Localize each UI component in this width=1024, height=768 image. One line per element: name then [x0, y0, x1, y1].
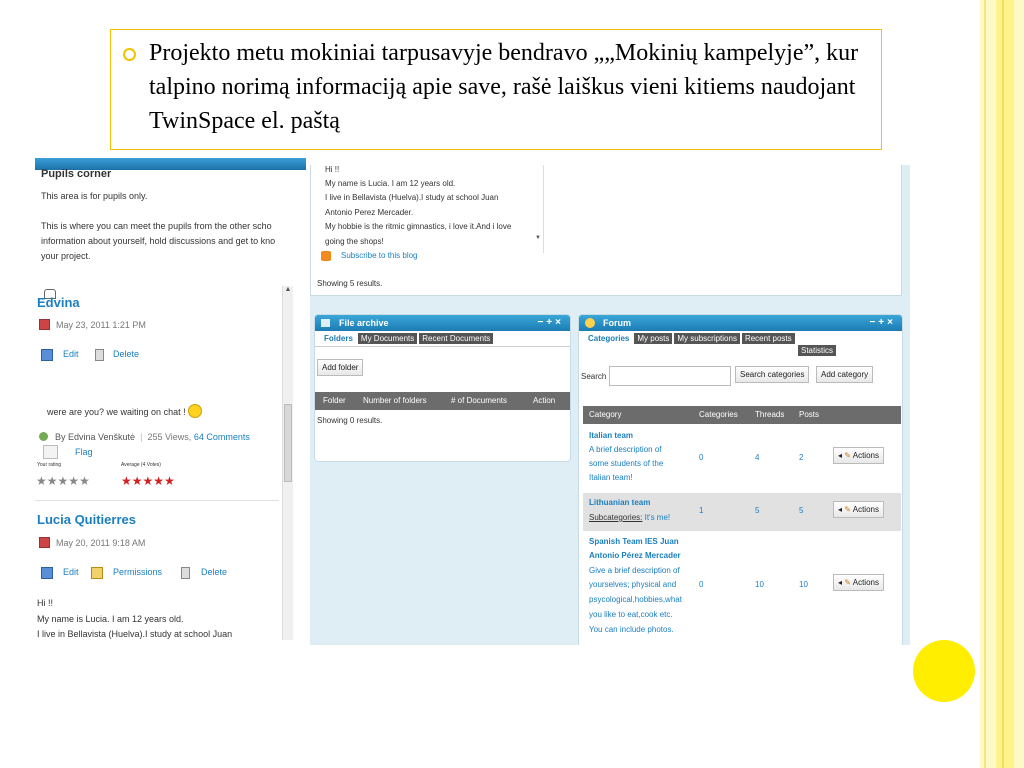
edit-icon: [41, 349, 53, 361]
categories-count: 0: [699, 580, 704, 589]
subcategories-line: [589, 513, 670, 522]
rss-icon: [321, 251, 331, 261]
table-row: [583, 493, 901, 531]
col-action[interactable]: Action: [533, 396, 556, 405]
tab-categories[interactable]: Categories: [585, 333, 632, 344]
forum-tabs: [579, 331, 902, 346]
blog-line4: Antonio Perez Mercader.: [325, 208, 414, 217]
category-name[interactable]: Lithuanian team: [589, 498, 651, 507]
col-category[interactable]: Category: [589, 410, 622, 419]
edit-icon: [41, 567, 53, 579]
calendar-icon: [39, 319, 50, 330]
pupils-desc4: your project.: [41, 251, 91, 261]
scroll-down-arrow-icon[interactable]: ▼: [535, 235, 541, 241]
post-divider: [35, 500, 279, 501]
calendar-icon: [39, 537, 50, 548]
table-row: [583, 533, 901, 645]
actions-label: Actions: [852, 505, 879, 514]
file-archive-title: File archive: [339, 318, 389, 328]
category-name[interactable]: Spanish Team IES Juan: [589, 537, 679, 546]
subcategories-label: Subcategories:: [589, 513, 643, 522]
permissions-icon: [91, 567, 103, 579]
subscribe-blog-link[interactable]: Subscribe to this blog: [341, 251, 418, 260]
subcategory-link[interactable]: It's me!: [644, 513, 671, 522]
post1-edit-link[interactable]: Edit: [63, 349, 79, 359]
category-desc: yourselves; physical and: [589, 580, 677, 589]
threads-count: 5: [755, 506, 760, 515]
col-threads[interactable]: Threads: [755, 410, 785, 419]
actions-button[interactable]: ◂ ✎ Actions: [833, 574, 884, 591]
right-stripe-line2: [1002, 0, 1004, 768]
post2-author[interactable]: Lucia Quitierres: [37, 512, 136, 527]
bullet-text: Projekto metu mokiniai tarpusavyje bendravo „„Mokinių kampelyje”, kur talpino norimą informaciją apie save, rašė laiškus vieni kitiems naudojant TwinSpace el. paštą: [149, 40, 859, 134]
forum-header: [579, 315, 902, 331]
post2-line2: My name is Lucia. I am 12 years old.: [37, 614, 184, 624]
blog-line3: I live in Bellavista (Huelva).I study at school Juan: [325, 193, 499, 202]
post2-permissions-link[interactable]: Permissions: [113, 567, 163, 577]
tab-my-documents[interactable]: My Documents: [358, 333, 417, 344]
actions-button[interactable]: ◂ ✎ Actions: [833, 447, 884, 464]
category-desc: you like to eat,cook etc.: [589, 610, 673, 619]
blog-line5: My hobbie is the ritmic gimnastics, i love it.And i love: [325, 222, 512, 231]
forum-grid-header: [583, 406, 901, 424]
pupils-corner-screenshot: [35, 158, 306, 640]
categories-count: 0: [699, 453, 704, 462]
star-icon: ★: [142, 474, 154, 488]
category-desc: psycological,hobbies,what: [589, 595, 682, 604]
star-icon[interactable]: ★: [57, 474, 69, 488]
add-category-button[interactable]: Add category: [816, 366, 873, 383]
search-categories-button[interactable]: Search categories: [735, 366, 809, 383]
col-categories[interactable]: Categories: [699, 410, 738, 419]
posts-count: 10: [799, 580, 808, 589]
threads-count: 10: [755, 580, 764, 589]
file-archive-tabs: [315, 331, 570, 346]
star-icon[interactable]: ★: [36, 474, 47, 488]
meta-divider: |: [137, 432, 145, 442]
post2-delete-link[interactable]: Delete: [201, 567, 228, 577]
tab-my-posts[interactable]: My posts: [634, 333, 672, 344]
folder-icon: [321, 319, 330, 327]
actions-label: Actions: [852, 578, 879, 587]
star-icon: ★: [164, 474, 175, 488]
wrench-icon: ✎: [842, 578, 851, 587]
wrench-icon: ✎: [842, 451, 851, 460]
wrench-icon: ✎: [842, 505, 851, 514]
category-desc: Give a brief description of: [589, 566, 680, 575]
blog-line1: Hi !!: [325, 165, 340, 174]
posts-count: 2: [799, 453, 804, 462]
panel-controls-icon[interactable]: −+×: [537, 317, 564, 328]
average-rating-stars: [121, 472, 175, 490]
forum-title: Forum: [603, 318, 631, 328]
post1-views: 255 Views,: [147, 432, 192, 442]
pupils-desc3: information about yourself, hold discussions and get to kno: [41, 236, 276, 246]
post1-message: were are you? we waiting on chat !: [47, 407, 186, 417]
tab-recent-posts[interactable]: Recent posts: [742, 333, 795, 344]
category-name[interactable]: Italian team: [589, 431, 634, 440]
file-archive-header: [315, 315, 570, 331]
category-desc: A brief description of: [589, 445, 662, 454]
blog-panel: [310, 165, 902, 296]
col-folder[interactable]: Folder: [323, 396, 346, 405]
dashboard-screenshot: [310, 165, 910, 645]
search-input[interactable]: [609, 366, 731, 386]
flag-icon: [43, 445, 58, 459]
post2-edit-link[interactable]: Edit: [63, 567, 79, 577]
delete-icon: [95, 349, 104, 361]
panel-controls-icon[interactable]: −+×: [869, 317, 896, 328]
average-rating-label: Average (4 Votes): [121, 462, 161, 468]
blog-showing: Showing 5 results.: [317, 279, 383, 288]
post2-date: May 20, 2011 9:18 AM: [56, 538, 146, 548]
delete-icon: [181, 567, 190, 579]
star-icon: ★: [121, 474, 132, 488]
right-stripe-inner: [996, 0, 1014, 768]
actions-label: Actions: [852, 451, 879, 460]
yellow-circle: [913, 640, 975, 702]
post1-meta: [55, 432, 250, 442]
add-folder-button[interactable]: Add folder: [317, 359, 363, 376]
post2-line3: I live in Bellavista (Huelva).I study at school Juan: [37, 629, 233, 639]
tab-recent-documents[interactable]: Recent Documents: [419, 333, 493, 344]
threads-count: 4: [755, 453, 760, 462]
posts-scrollbar[interactable]: [282, 286, 293, 640]
post1-flag-link[interactable]: Flag: [75, 447, 93, 457]
star-icon: ★: [131, 474, 143, 488]
pupils-title: Pupils corner: [41, 168, 112, 180]
smiley-icon: [188, 404, 202, 418]
your-rating-label: Your rating: [37, 462, 61, 468]
post1-author[interactable]: Edvina: [37, 295, 80, 310]
pupils-desc1: This area is for pupils only.: [41, 191, 148, 201]
post1-comments-link[interactable]: 64 Comments: [193, 432, 250, 442]
post1-delete-link[interactable]: Delete: [113, 349, 140, 359]
categories-count: 1: [699, 506, 704, 515]
table-row: [583, 427, 901, 491]
blog-line2: My name is Lucia. I am 12 years old.: [325, 179, 456, 188]
bullet-text-box: [110, 29, 882, 150]
star-icon: ★: [153, 474, 165, 488]
actions-button[interactable]: ◂ ✎ Actions: [833, 501, 884, 518]
pupils-desc2: This is where you can meet the pupils from the other scho: [41, 221, 272, 231]
file-archive-grid-header: [315, 392, 570, 410]
scroll-up-arrow-icon[interactable]: ▲: [284, 286, 292, 293]
post1-date: May 23, 2011 1:21 PM: [56, 320, 146, 330]
forum-icon: [585, 318, 595, 328]
post1-by: By Edvina Venškutė: [55, 432, 136, 442]
forum-panel: [578, 314, 903, 645]
star-icon[interactable]: ★: [46, 474, 58, 488]
file-archive-showing: Showing 0 results.: [317, 416, 383, 425]
col-documents[interactable]: # of Documents: [451, 396, 508, 405]
category-name-line2[interactable]: Antonio Pérez Mercader: [589, 551, 681, 560]
star-icon[interactable]: ★: [68, 474, 80, 488]
blog-line6: going the shops!: [325, 237, 384, 246]
author-icon: [39, 432, 48, 441]
add-folder-row: [315, 347, 570, 386]
file-archive-panel: [314, 314, 571, 462]
posts-count: 5: [799, 506, 804, 515]
category-desc: You can include photos.: [589, 625, 674, 634]
blog-scroll-separator: [543, 165, 544, 253]
tab-folders[interactable]: Folders: [321, 333, 356, 344]
post2-line1: Hi !!: [37, 598, 54, 608]
post1-text: [47, 404, 202, 418]
col-posts[interactable]: Posts: [799, 410, 820, 419]
search-label: Search: [581, 372, 607, 381]
star-icon[interactable]: ★: [79, 474, 90, 488]
your-rating-stars[interactable]: [36, 472, 90, 490]
forum-search-row: [581, 365, 899, 389]
category-desc: some students of the: [589, 459, 664, 468]
scroll-thumb[interactable]: [284, 404, 292, 482]
col-number-of-folders[interactable]: Number of folders: [363, 396, 427, 405]
tab-statistics[interactable]: Statistics: [798, 345, 836, 356]
tab-my-subscriptions[interactable]: My subscriptions: [674, 333, 740, 344]
bullet-icon: [123, 48, 136, 61]
right-stripe-line: [984, 0, 986, 768]
category-desc: Italian team!: [589, 473, 633, 482]
